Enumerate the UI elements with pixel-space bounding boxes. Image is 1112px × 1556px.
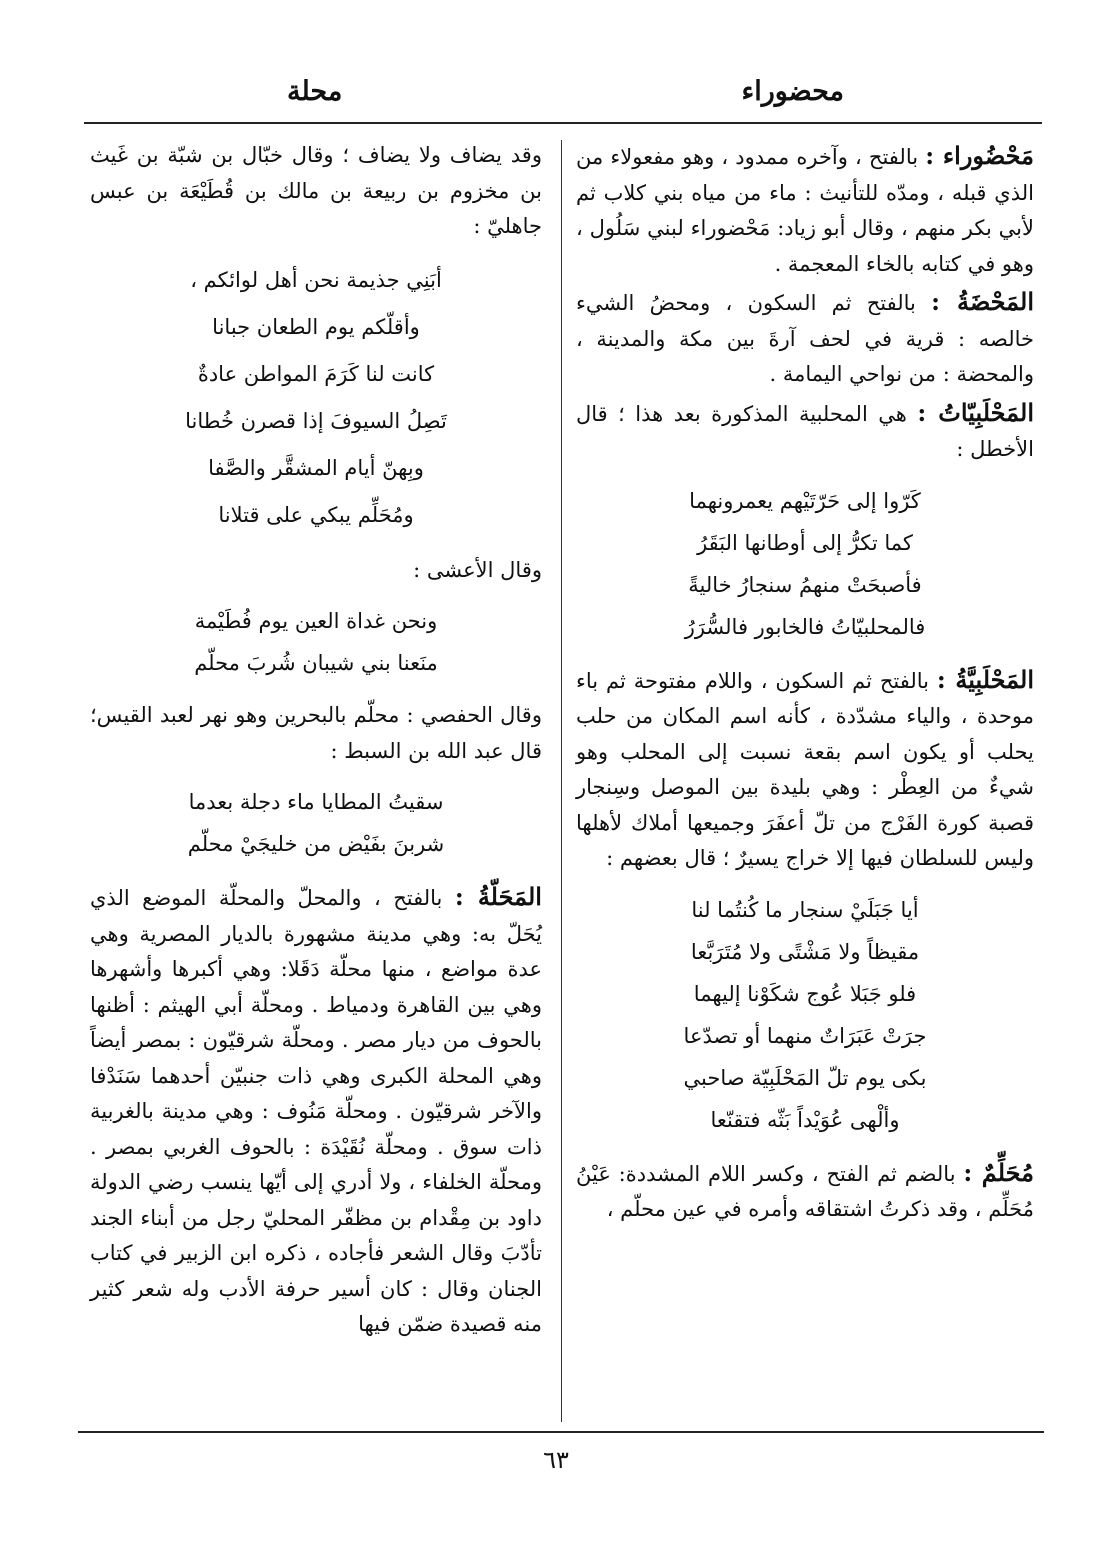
entry-text: بالضم ثم الفتح ، وكسر اللام المشددة: عَيْنُ مُحَلِّم ، وقد ذكرتُ اشتقاقه وأمره في عين محلّم ، xyxy=(576,1161,1034,1221)
right-column xyxy=(576,138,1034,1230)
entry-mahdura xyxy=(576,138,1034,282)
verse-line: فأصبحَتْ منهمُ سنجارُ خاليةً xyxy=(688,572,922,597)
verse-line: مقيظاً ولا مَشْتًى ولا مُتَرَبَّعا xyxy=(690,939,920,964)
entry-text: بالفتح ، وآخره ممدود ، وهو مفعولاء من الذي قبله ، ومدّه للتأنيث : ماء من مياه بني كلاب ثم لأبي بكر منهم ، وقال أبو زياد: مَحْضوراء لبني سَلُول ، وهو في كتابه بالخاء المعجمة . xyxy=(576,145,1034,276)
page-number: ٦٣ xyxy=(543,1446,569,1474)
headword: المَحْلَبِيّاتُ : xyxy=(917,397,1034,427)
footer-rule xyxy=(78,1431,1044,1433)
header-rule xyxy=(84,122,1042,124)
verse-line: كَرّوا إلى حَرّتَيْهم يعمرونهما xyxy=(689,488,921,513)
verse-line: جرَتْ عَبَرَاتٌ منهما أو تصدّعا xyxy=(683,1023,927,1048)
verse-line: كانت لنا كَرَمَ المواطن عادةٌ xyxy=(197,361,435,386)
verse-line: فلو جَبَلا عُوج شكَوْنا إليهما xyxy=(693,981,917,1006)
entry-almahda xyxy=(576,284,1034,393)
verse-line: فالمحلبيّاتُ فالخابور فالسُّرَرُ xyxy=(684,614,926,639)
verse-line: تَصِلُ السيوفَ إذا قصرن خُطانا xyxy=(185,408,447,433)
verse-line: وبِهنّ أيام المشقَّر والصَّفا xyxy=(208,455,424,480)
verse-line: كما تكرُّ إلى أوطانها البَقَرُ xyxy=(697,530,913,555)
verse-line: شربنَ بفَيْض من خليجَيْ محلّم xyxy=(187,832,445,856)
poem-sabt xyxy=(90,781,542,865)
paragraph: وقال الحفصي : محلّم بالبحرين وهو نهر لعبد القيس؛ قال عبد الله بن السبط : xyxy=(90,703,542,763)
running-header-right: محضوراء xyxy=(741,76,844,107)
headword: المَحْضَةُ : xyxy=(931,287,1034,316)
headword: المَحْلَبِيَّةُ : xyxy=(936,664,1035,694)
verse-line: بكى يوم تلّ المَحْلَبِيّة صاحبي xyxy=(683,1065,927,1090)
paragraph: وقد يضاف ولا يضاف ؛ وقال خبّال بن شبّة بن غَيث بن مخزوم بن ربيعة بن مالك بن قُطَيْعَة بن عبس جاهليّ : xyxy=(90,143,542,238)
verse-line: ونحن غداة العين يوم فُطَيْمة xyxy=(194,609,438,633)
entry-muhallim xyxy=(576,1155,1034,1228)
verse-line: سقيتُ المطايا ماء دجلة بعدما xyxy=(188,790,444,814)
headword: مُحَلِّمٌ : xyxy=(963,1157,1034,1187)
verse-line: وألْهى عُوَيْداً بَثّه فتقنّعا xyxy=(710,1107,900,1132)
verse-line: أبَنِي جذيمة نحن أهل لوائكم ، xyxy=(190,267,442,292)
entry-text: بالفتح ثم السكون ، ومحضُ الشيء خالصه : قرية في لحف آرةَ بين مكة والمدينة ، والمحضة : من نواحي اليمامة . xyxy=(576,291,1034,386)
entry-almahalla xyxy=(90,879,542,1343)
headword: مَحْضُوراء : xyxy=(925,141,1034,170)
running-header-left: محلة xyxy=(287,76,343,107)
verse-line: ومُحَلِّم يبكي على قتلانا xyxy=(218,502,414,527)
poem-sinjar xyxy=(576,889,1034,1141)
entry-text: بالفتح ثم السكون ، واللام مفتوحة ثم باء موحدة ، والياء مشدّدة ، كأنه اسم المكان من حلب يحلب أو يكون اسم بقعة نسبت إلى المحلب وهو شيءٌ من العِطْر : وهي بليدة بين الموصل وسِنجار قصبة كورة الفَرْج من تلّ أعفَرَ وجميعها أملاك لأهلها وليس للسلطان فيها إلا خراج يسيرٌ ؛ قال بعضهم : xyxy=(576,668,1034,870)
headword: المَحَلّةُ : xyxy=(454,882,542,911)
verse-line: وأقلّكم يوم الطعان جبانا xyxy=(212,314,420,339)
entry-almahlabiyya xyxy=(576,662,1034,877)
column-divider xyxy=(561,140,562,1422)
verse-line: أيا جَبَلَيْ سنجار ما كُنتُما لنا xyxy=(691,897,919,922)
verse-line: منَعنا بني شيبان شُربَ محلّم xyxy=(194,651,438,675)
entry-text: بالفتح ، والمحلّ والمحلّة الموضع الذي يُحَلّ به: وهي مدينة مشهورة بالديار المصرية وهي عدة مواضع ، منها محلّة دَقَلا: وهي أكبرها وأشهرها وهي بين القاهرة ودمياط . ومحلّة أبي الهيثم : أظنها بالحوف من ديار مصر . ومحلّة شرقيّون : بمصر أيضاً وهي المحلة الكبرى وهي ذات جنبيّن أحدهما سَنَدْفا والآخر شرقيّون . ومحلّة مَنُوف : وهي مدينة بالغربية ذات سوق . ومحلّة نُقَيْدَة : بالحوف الغربي بمصر . ومحلّة الخلفاء ، ولا أدري إلى أيّها ينسب رضي الدولة داود بن مِقْدام بن مظفّر المحليّ رجل من أبناء الجند تأدّبَ وقال الشعر فأجاده ، ذكره ابن الزبير في كتاب الجنان وقال : كان أسير حرفة الأدب وله شعر كثير منه قصيدة ضمّن فيها xyxy=(90,886,542,1336)
poem-akhtal xyxy=(576,480,1034,648)
poem-asha xyxy=(90,600,542,684)
poem-khabbal xyxy=(90,257,542,539)
left-column xyxy=(90,138,542,1345)
entry-text: هي المحلبية المذكورة بعد هذا ؛ قال الأخطل : xyxy=(576,401,1034,461)
paragraph: وقال الأعشى : xyxy=(413,557,542,582)
entry-almahlabiyyat xyxy=(576,395,1034,468)
